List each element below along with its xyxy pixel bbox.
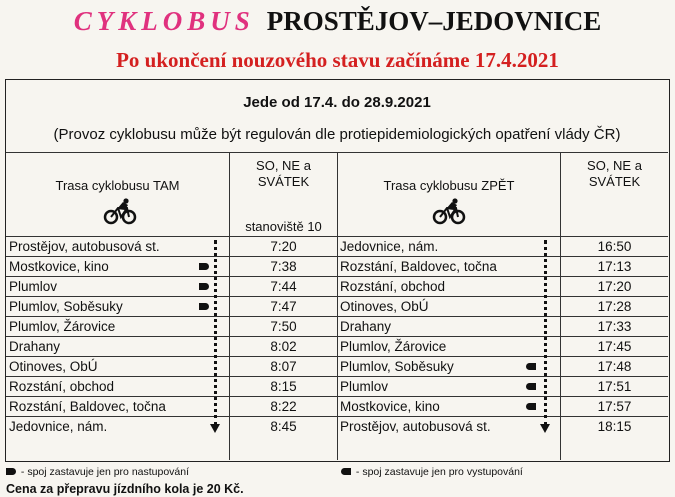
route-name: PROSTĚJOV–JEDOVNICE (266, 6, 602, 36)
down-arrow-icon (210, 424, 220, 433)
alighting-only-icon (526, 403, 536, 410)
tam-time: 8:15 (270, 379, 297, 394)
validity-period: Jede od 17.4. do 28.9.2021 (243, 94, 431, 111)
tam-time: 8:07 (270, 359, 297, 374)
legend-alighting (341, 466, 523, 478)
alighting-only-icon (526, 363, 536, 370)
zpet-time: 17:28 (597, 299, 632, 314)
legend-boarding-text: - spoj zastavuje jen pro nastupování (20, 466, 190, 478)
zpet-stop: Plumlov (340, 379, 389, 394)
zpet-time: 16:50 (597, 239, 632, 254)
boarding-only-icon (6, 468, 16, 475)
tam-time: 8:02 (270, 339, 297, 354)
tam-time: 7:44 (270, 279, 297, 294)
tam-time: 7:38 (270, 259, 297, 274)
legend-alighting-text: - spoj zastavuje jen pro vystupování (355, 466, 523, 478)
tam-stop: Mostkovice, kino (9, 259, 109, 274)
down-arrow-icon (540, 424, 550, 433)
regulation-note: (Provoz cyklobusu může být regulován dle protiepidemiologických opatření vlády ČR) (53, 126, 621, 143)
boarding-only-icon (199, 303, 209, 310)
zpet-time: 18:15 (597, 419, 632, 434)
zpet-day-label: SO, NE a SVÁTEK (587, 158, 642, 189)
tam-stop: Otinoves, ObÚ (9, 359, 98, 374)
tam-heading: Trasa cyklobusu TAM (55, 178, 180, 193)
cyclist-icon (103, 198, 137, 226)
zpet-time: 17:33 (597, 319, 632, 334)
poster-title (0, 6, 675, 37)
tam-day-label: SO, NE a SVÁTEK (256, 158, 311, 189)
zpet-time: 17:20 (597, 279, 632, 294)
cyclist-icon (432, 198, 466, 226)
tam-stop: Plumlov, Soběsuky (9, 299, 123, 314)
center-divider (337, 152, 338, 460)
zpet-stop: Drahany (340, 319, 392, 334)
boarding-only-icon (199, 263, 209, 270)
zpet-time: 17:51 (597, 379, 632, 394)
zpet-stop: Plumlov, Soběsuky (340, 359, 454, 374)
zpet-stop: Rozstání, Baldovec, točna (340, 259, 497, 274)
tam-time: 7:50 (270, 319, 297, 334)
tam-time: 7:47 (270, 299, 297, 314)
boarding-only-icon (199, 283, 209, 290)
tam-stop: Jedovnice, nám. (9, 419, 108, 434)
tam-stop: Prostějov, autobusová st. (9, 239, 160, 254)
direction-line (214, 240, 217, 426)
stand-label: stanoviště 10 (245, 219, 322, 234)
tam-stop: Rozstání, obchod (9, 379, 115, 394)
tam-stop: Plumlov (9, 279, 58, 294)
zpet-stop: Rozstání, obchod (340, 279, 446, 294)
zpet-stop: Prostějov, autobusová st. (340, 419, 491, 434)
zpet-heading: Trasa cyklobusu ZPĚT (383, 178, 515, 193)
zpet-stop: Otinoves, ObÚ (340, 299, 429, 314)
tam-time: 8:22 (270, 399, 297, 414)
zpet-time: 17:48 (597, 359, 632, 374)
alighting-only-icon (341, 468, 351, 475)
tam-stop: Rozstání, Baldovec, točna (9, 399, 166, 414)
tam-time: 7:20 (270, 239, 297, 254)
zpet-stop: Plumlov, Žárovice (340, 339, 447, 354)
legend-boarding (6, 466, 189, 478)
tam-stop: Drahany (9, 339, 61, 354)
alighting-only-icon (526, 383, 536, 390)
tam-stop: Plumlov, Žárovice (9, 319, 116, 334)
zpet-stop: Jedovnice, nám. (340, 239, 439, 254)
tam-time: 8:45 (270, 419, 297, 434)
zpet-stop: Mostkovice, kino (340, 399, 440, 414)
timetable-frame (5, 79, 670, 462)
start-notice: Po ukončení nouzového stavu začínáme 17.4.2021 (116, 48, 559, 72)
zpet-time: 17:13 (597, 259, 632, 274)
bike-price-note: Cena za přepravu jízdního kola je 20 Kč. (6, 482, 244, 496)
direction-line (544, 240, 547, 426)
zpet-time: 17:45 (597, 339, 632, 354)
brand-name: CYKLOBUS (73, 6, 255, 36)
zpet-time: 17:57 (597, 399, 632, 414)
